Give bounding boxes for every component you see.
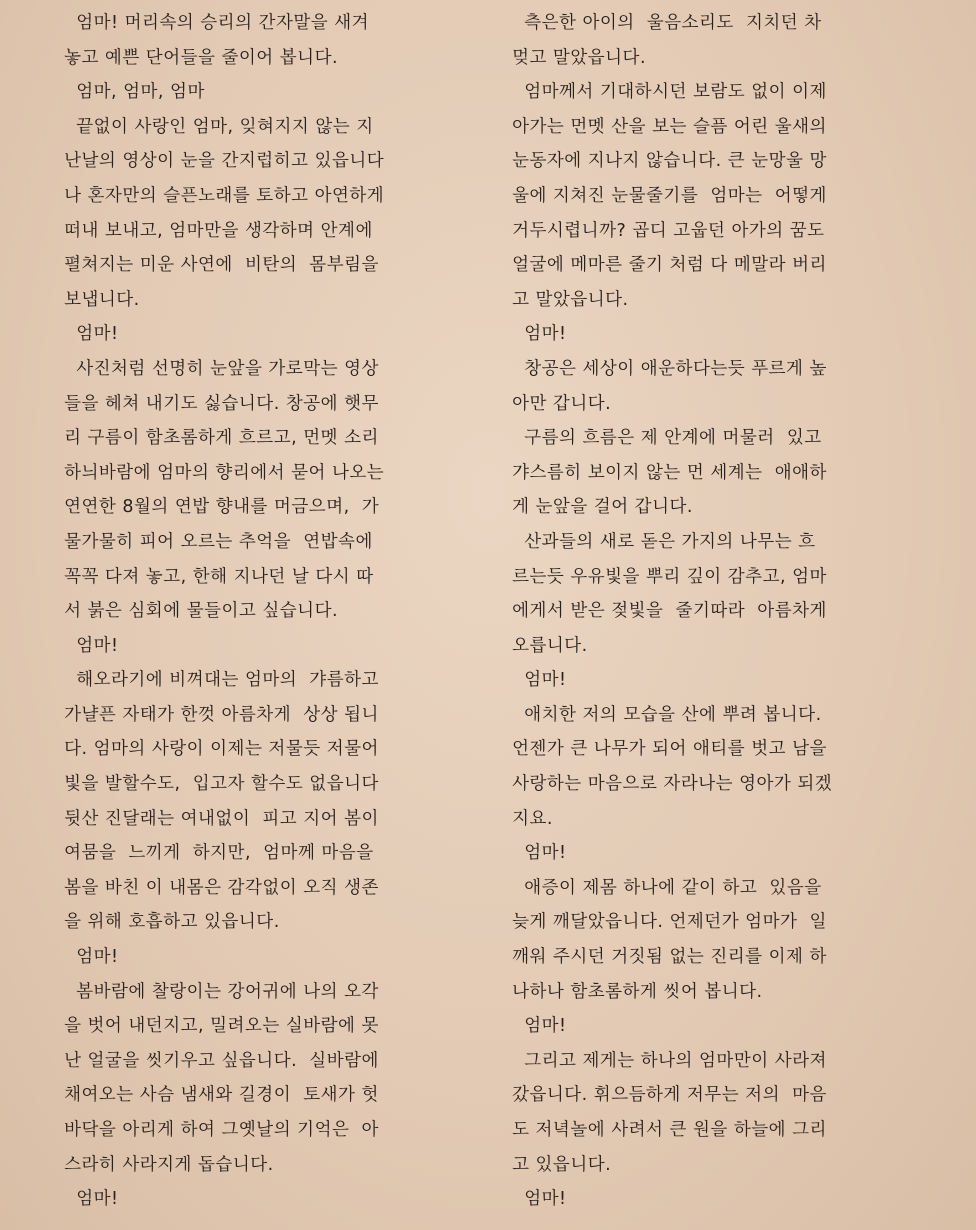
text-line: 거두시렵니까? 곱디 고웁던 아가의 꿈도 <box>506 220 825 241</box>
text-line: 펼쳐지는 미운 사연에 비탄의 몸부림을 <box>58 255 379 276</box>
text-line: 난날의 영상이 눈을 간지럽히고 있읍니다 <box>58 151 385 172</box>
text-line: 물가물히 피어 오르는 추억을 연밥속에 <box>58 531 373 552</box>
text-line: 사진처럼 선명히 눈앞을 가로막는 영상 <box>58 358 379 379</box>
text-line: 오릅니다. <box>506 635 588 656</box>
text-line: 나 혼자만의 슬픈노래를 토하고 아연하게 <box>58 185 385 206</box>
text-line: 하늬바람에 엄마의 향리에서 묻어 나오는 <box>58 462 385 483</box>
text-line: 멎고 말았읍니다. <box>506 47 647 68</box>
text-line: 구름의 흐름은 제 안계에 머물러 있고 <box>506 428 822 449</box>
text-line: 을 벗어 내던지고, 밀려오는 실바람에 못 <box>58 1016 379 1037</box>
text-line: 떠내 보내고, 엄마만을 생각하며 안계에 <box>58 220 373 241</box>
text-line: 엄마! <box>506 1016 567 1037</box>
text-line: 아만 갑니다. <box>506 393 612 414</box>
text-line: 채여오는 사슴 냄새와 길경이 토새가 헛 <box>58 1085 379 1106</box>
text-line: 여뭄을 느끼게 하지만, 엄마께 마음을 <box>58 843 374 864</box>
text-line: 고 있읍니다. <box>506 1154 612 1175</box>
text-line: 꼭꼭 다져 놓고, 한해 지나던 날 다시 따 <box>58 566 374 587</box>
text-line: 엄마! <box>506 324 567 345</box>
text-line: 연연한 8월의 연밥 향내를 머금으며, 가 <box>58 497 380 518</box>
text-line: 엄마! 머리속의 승리의 간자말을 새겨 <box>58 13 370 33</box>
text-line: 얼굴에 메마른 줄기 처럼 다 메말라 버리 <box>506 255 827 276</box>
text-line: 르는듯 우유빛을 뿌리 깊이 감추고, 엄마 <box>506 566 827 587</box>
text-line: 아가는 먼멧 산을 보는 슬픔 어린 울새의 <box>506 116 827 137</box>
text-line: 엄마께서 기대하시던 보람도 없이 이제 <box>506 82 827 103</box>
text-line: 고 말았읍니다. <box>506 289 629 310</box>
text-line: 늦게 깨달았읍니다. 언제던가 엄마가 일 <box>506 912 827 933</box>
text-line: 언젠가 큰 나무가 되어 애티를 벗고 남을 <box>506 739 827 760</box>
text-line: 엄마! <box>58 324 119 345</box>
text-line: 들을 헤쳐 내기도 싫습니다. 창공에 햇무 <box>58 393 379 414</box>
text-line: 바닥을 아리게 하여 그옛날의 기억은 아 <box>58 1120 379 1140</box>
text-line: 리 구름이 함초롬하게 흐르고, 먼멧 소리 <box>58 428 379 449</box>
text-line: 게 눈앞을 걸어 갑니다. <box>506 497 693 518</box>
text-line: 지요. <box>506 808 553 829</box>
left-column <box>58 6 468 1217</box>
text-line: 해오라기에 비껴대는 엄마의 갸름하고 <box>58 670 379 691</box>
text-line: 측은한 아이의 울음소리도 지치던 차 <box>506 13 822 33</box>
text-line: 애증이 제몸 하나에 같이 하고 있음을 <box>506 877 822 898</box>
text-line: 난 얼굴을 씻기우고 싶읍니다. 실바람에 <box>58 1050 379 1071</box>
text-line: 엄마! <box>506 670 567 691</box>
text-line: 눈동자에 지나지 않습니다. 큰 눈망울 망 <box>506 151 827 172</box>
text-line: 빛을 발할수도, 입고자 할수도 없읍니다 <box>58 774 379 795</box>
text-line: 에게서 받은 젖빛을 줄기따라 아름차게 <box>506 601 827 622</box>
text-line: 나하나 함초롬하게 씻어 봅니다. <box>506 981 763 1002</box>
text-line: 엄마! <box>58 635 119 656</box>
text-line: 스라히 사라지게 돕습니다. <box>58 1154 274 1175</box>
text-line: 다. 엄마의 사랑이 이제는 저물듯 저물어 <box>58 739 379 760</box>
text-line: 창공은 세상이 애운하다는듯 푸르게 높 <box>506 358 827 379</box>
text-line: 산과들의 새로 돋은 가지의 나무는 흐 <box>506 531 816 552</box>
text-line: 봄바람에 찰랑이는 강어귀에 나의 오각 <box>58 981 379 1002</box>
text-line: 갸스름히 보이지 않는 먼 세계는 애애하 <box>506 462 827 483</box>
text-line: 놓고 예쁜 단어들을 줄이어 봅니다. <box>58 47 339 68</box>
text-line: 엄마! <box>58 947 119 968</box>
text-line: 깨워 주시던 거짓됨 없는 진리를 이제 하 <box>506 947 827 968</box>
text-line: 갔읍니다. 휘으듬하게 저무는 저의 마음 <box>506 1085 827 1106</box>
text-line: 그리고 제게는 하나의 엄마만이 사라져 <box>506 1050 827 1071</box>
text-line: 울에 지쳐진 눈물줄기를 엄마는 어떻게 <box>506 185 827 206</box>
text-line: 서 붉은 심회에 물들이고 싶습니다. <box>58 601 339 622</box>
text-line: 봄을 바친 이 내몸은 감각없이 오직 생존 <box>58 877 379 898</box>
text-line: 엄마, 엄마, 엄마 <box>58 82 205 103</box>
text-line: 도 저녁놀에 사려서 큰 원을 하늘에 그리 <box>506 1120 827 1140</box>
text-line: 애치한 저의 모습을 산에 뿌려 봅니다. <box>506 704 822 725</box>
text-line: 엄마! <box>58 1189 119 1210</box>
text-line: 을 위해 호흡하고 있읍니다. <box>58 912 280 933</box>
text-line: 보냅니다. <box>58 289 140 310</box>
text-line: 끝없이 사랑인 엄마, 잊혀지지 않는 지 <box>58 116 374 137</box>
right-column <box>506 6 918 1217</box>
text-line: 엄마! <box>506 843 567 864</box>
text-line: 뒷산 진달래는 여내없이 피고 지어 봄이 <box>58 808 379 829</box>
text-line: 사랑하는 마음으로 자라나는 영아가 되겠 <box>506 774 833 795</box>
text-line: 가냘픈 자태가 한껏 아름차게 상상 됩니 <box>58 704 379 725</box>
text-line: 엄마! <box>506 1189 567 1210</box>
